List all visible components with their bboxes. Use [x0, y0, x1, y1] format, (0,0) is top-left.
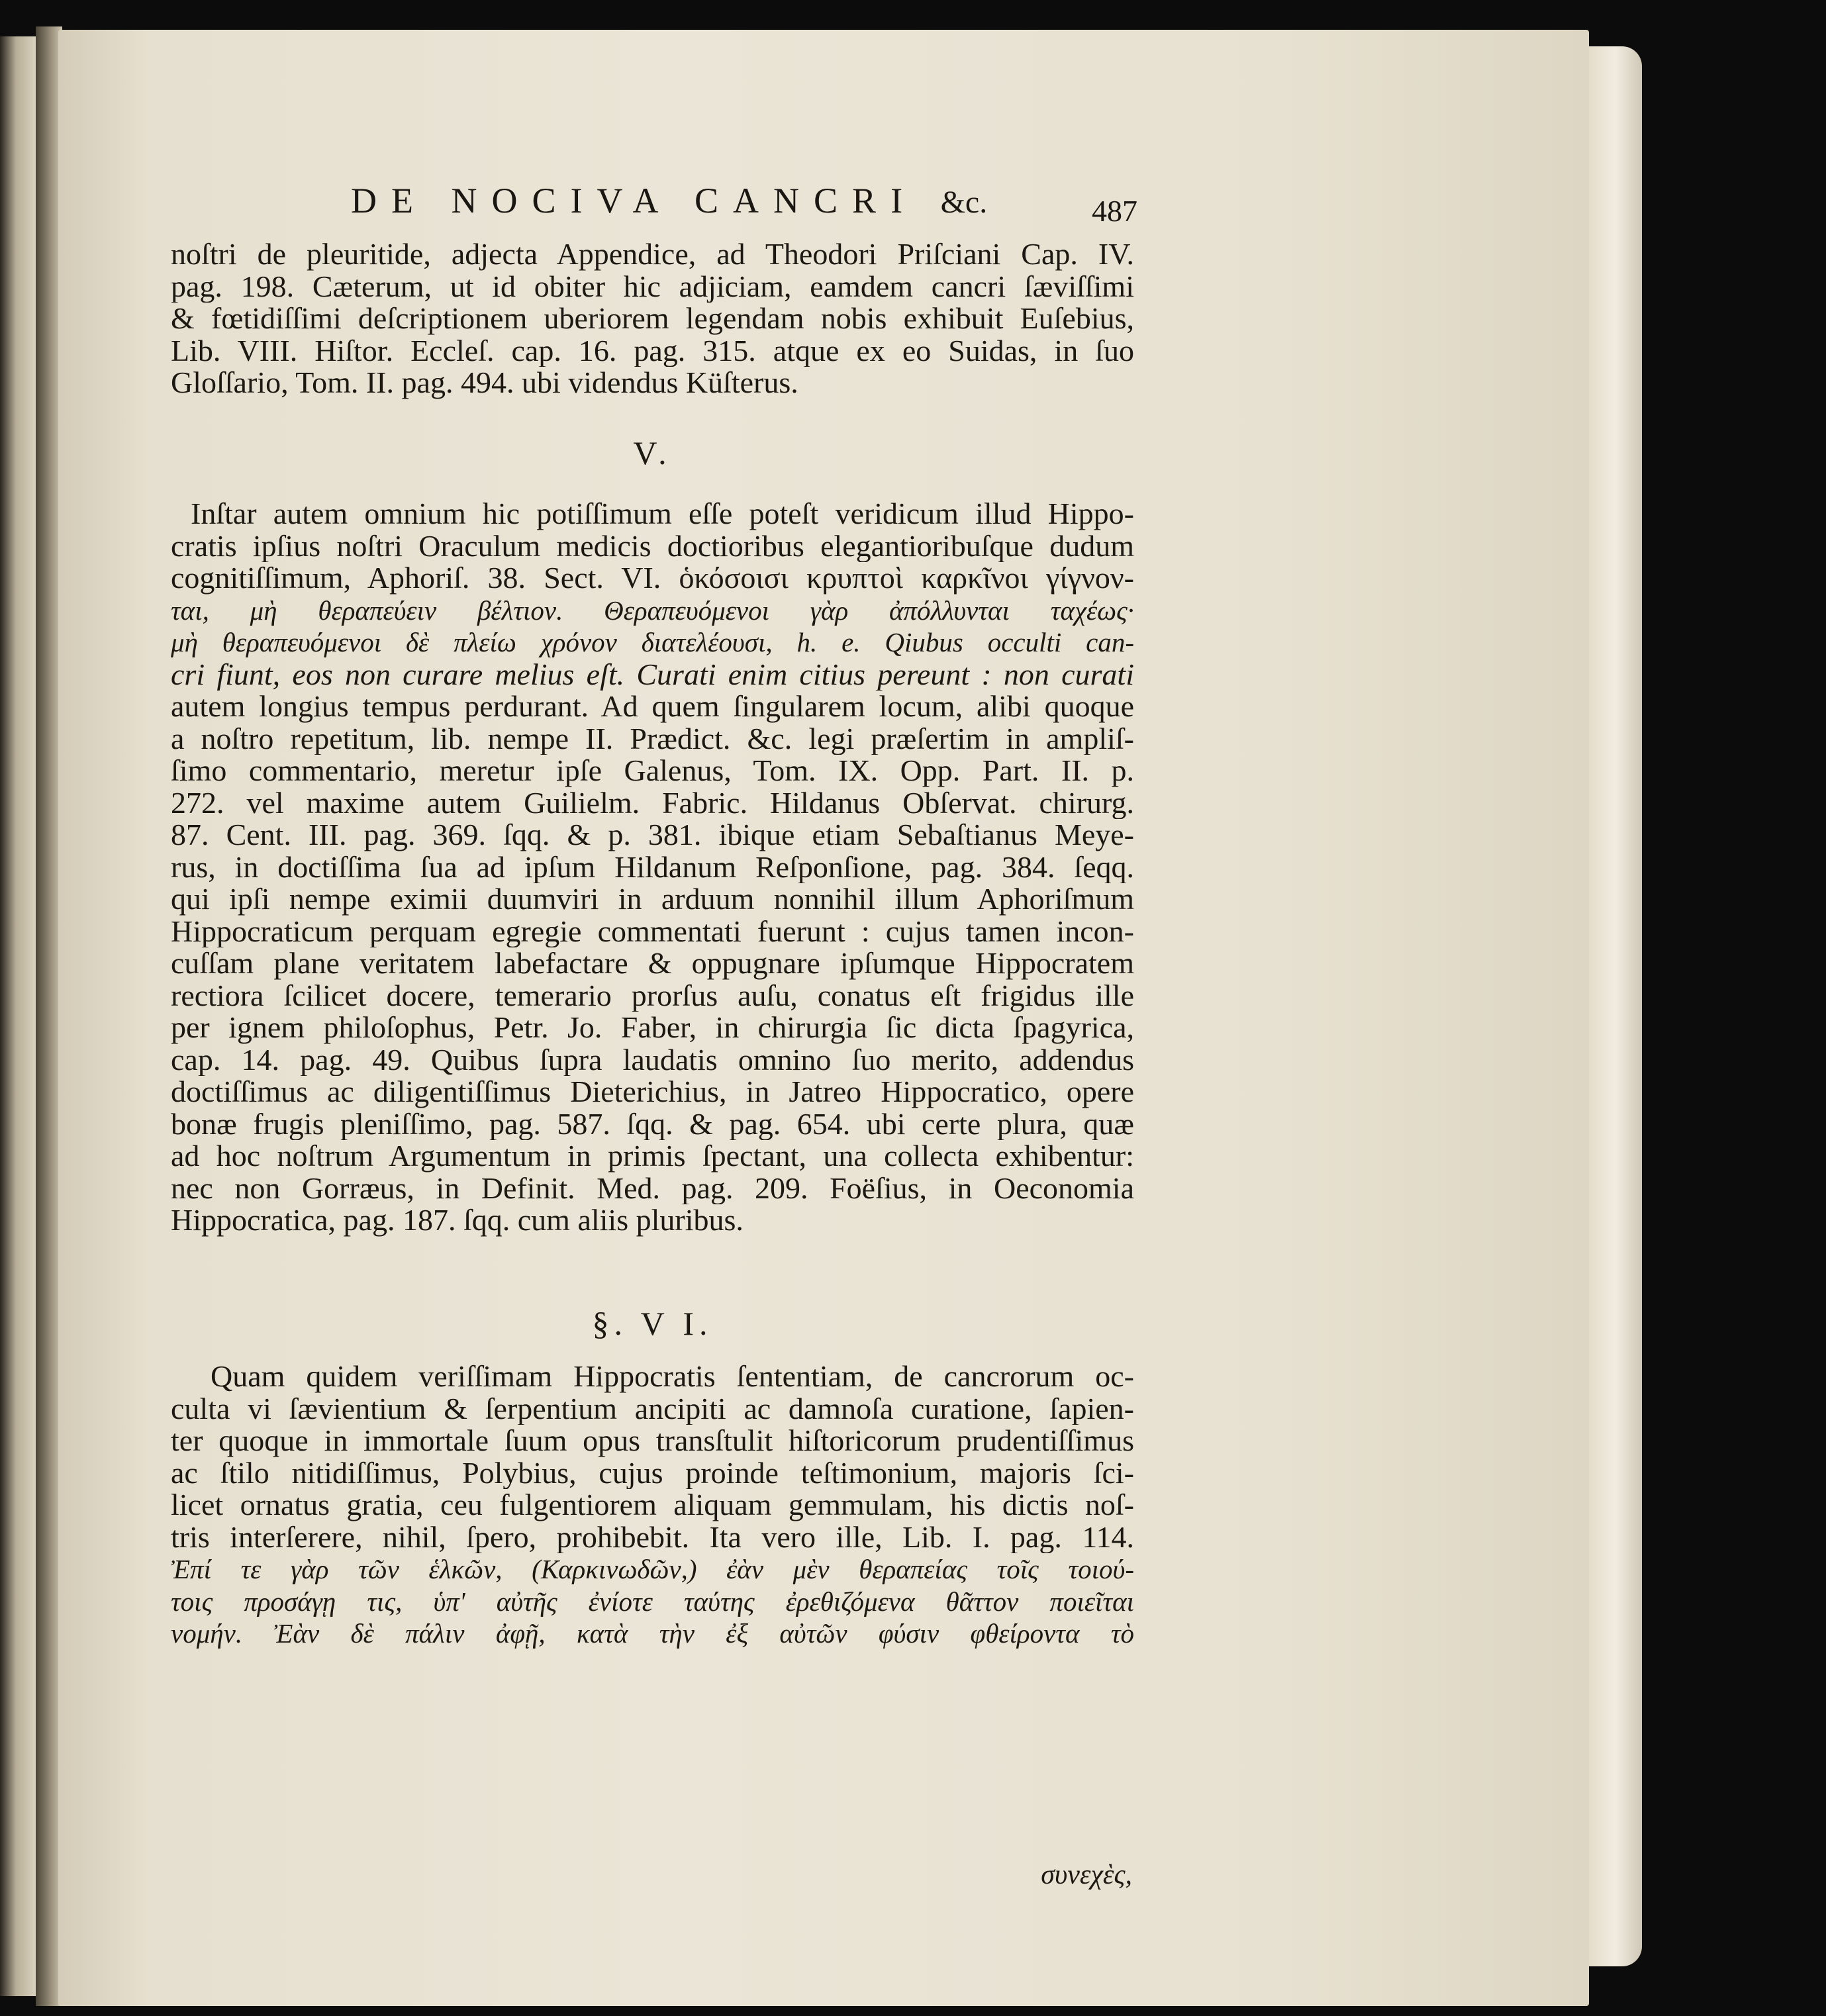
text-line: licet ornatus gratia, ceu fulgentiorem aliquam gemmulam, his dictis noſ-: [171, 1489, 1134, 1521]
text-line: doctiſſimus ac diligentiſſimus Dieterichius, in Jatreo Hippocratico, opere: [171, 1076, 1134, 1108]
text-line: Hippocratica, pag. 187. ſqq. cum aliis pluribus.: [171, 1204, 744, 1237]
greek-text-line: νομήν. Ἐὰν δὲ πάλιν ἀφῇ, κατὰ τὴν ἐξ αὐτῶν φύσιν φθείροντα τὸ: [171, 1618, 1134, 1649]
text-line: cap. 14. pag. 49. Quibus ſupra laudatis omnino ſuo merito, addendus: [171, 1043, 1134, 1076]
text-line: culta vi ſævientium & ſerpentium ancipiti ac damnoſa curatione, ſapien-: [171, 1392, 1134, 1425]
text-line: bonæ frugis pleniſſimo, pag. 587. ſqq. & pag. 654. ubi certe plura, quæ: [171, 1108, 1134, 1140]
text-line: Inſtar autem omnium hic potiſſimum eſſe poteſt veridicum illud Hippo-: [191, 498, 1134, 530]
italic-text-line: cri fiunt, eos non curare melius eſt. Curati enim citius pereunt : non curati: [171, 658, 1134, 691]
page-number: 487: [1092, 194, 1137, 228]
greek-text-line: τοις προσάγῃ τις, ὑπ' αὐτῆς ἐνίοτε ταύτης ἐρεθιζόμενα θᾶττον ποιεῖται: [171, 1586, 1134, 1617]
running-head: [351, 180, 1132, 233]
text-line: rus, in doctiſſima ſua ad ipſum Hildanum Reſponſione, pag. 384. ſeqq.: [171, 851, 1134, 883]
text-line: & fœtidiſſimi deſcriptionem uberiorem legendam nobis exhibuit Euſebius,: [171, 303, 1134, 335]
text-line: ſimo commentario, meretur ipſe Galenus, Tom. IX. Opp. Part. II. p.: [171, 755, 1134, 787]
text-line: nec non Gorræus, in Definit. Med. pag. 209. Foëſius, in Oeconomia: [171, 1172, 1134, 1204]
greek-text-line: μὴ θεραπευόμενοι δὲ πλείω χρόνον διατελέουσι, h. e. Qiubus occulti can-: [171, 627, 1134, 657]
text-line: per ignem philoſophus, Petr. Jo. Faber, in chirurgia ſic dicta ſpagyrica,: [171, 1012, 1134, 1044]
continuation-paragraph: [171, 238, 1134, 399]
text-line: pag. 198. Cæterum, ut id obiter hic adjiciam, eamdem cancri ſæviſſimi: [171, 270, 1134, 303]
greek-text-line: Ἐπί τε γὰρ τῶν ἑλκῶν, (Καρκινωδῶν,) ἐὰν μὲν θεραπείας τοῖς τοιού-: [171, 1554, 1134, 1584]
text-line: rectiora ſcilicet docere, temerario prorſus auſu, conatus eſt frigidus ille: [171, 979, 1134, 1012]
section-v-paragraph: [171, 498, 1134, 1237]
text-line: Lib. VIII. Hiſtor. Eccleſ. cap. 16. pag. 315. atque ex eo Suidas, in ſuo: [171, 334, 1134, 367]
text-line: a noſtro repetitum, lib. nempe II. Prædict. &c. legi præſertim in ampliſ-: [171, 722, 1134, 755]
text-line: noſtri de pleuritide, adjecta Appendice, ad Theodori Priſciani Cap. IV.: [171, 238, 1134, 271]
section-heading-vi: §. V I.: [592, 1305, 713, 1342]
text-line: cuſſam plane veritatem labefactare & oppugnare ipſumque Hippocratem: [171, 947, 1134, 980]
text-line: 87. Cent. III. pag. 369. ſqq. & p. 381. ibique etiam Sebaſtianus Meye-: [171, 819, 1134, 851]
cover-edge: [1589, 46, 1642, 1966]
text-line: Hippocraticum perquam egregie commentati fuerunt : cujus tamen incon-: [171, 915, 1134, 947]
text-line: ter quoque in immortale ſuum opus transſtulit hiſtoricorum prudentiſſimus: [171, 1425, 1134, 1457]
left-page-edge: [0, 36, 36, 1996]
text-line: cratis ipſius noſtri Oraculum medicis doctioribus elegantioribuſque dudum: [171, 530, 1134, 562]
section-vi-paragraph: [171, 1361, 1134, 1650]
section-heading-v: V.: [633, 434, 672, 471]
text-line: autem longius tempus perdurant. Ad quem ſingularem locum, alibi quoque: [171, 691, 1134, 723]
running-head-title: DE NOCIVA CANCRI: [351, 181, 918, 220]
text-line: cognitiſſimum, Aphoriſ. 38. Sect. VI. ὁκόσοισι κρυπτοὶ καρκῖνοι γίγνον-: [171, 562, 1134, 595]
text-line: 272. vel maxime autem Guilielm. Fabric. Hildanus Obſervat. chirurg.: [171, 787, 1134, 819]
text-line: Gloſſario, Tom. II. pag. 494. ubi videndus Küſterus.: [171, 367, 798, 399]
catchword: συνεχὲς,: [1041, 1860, 1132, 1890]
text-line: tris interſerere, nihil, ſpero, prohibebit. Ita vero ille, Lib. I. pag. 114.: [171, 1521, 1134, 1553]
text-line: qui ipſi nempe eximii duumviri in arduum nonnihil illum Aphoriſmum: [171, 883, 1134, 916]
text-line: ad hoc noſtrum Argumentum in primis ſpectant, una collecta exhibentur:: [171, 1140, 1134, 1173]
text-line: ac ſtilo nitidiſſimus, Polybius, cujus proinde teſtimonium, majoris ſci-: [171, 1457, 1134, 1489]
text-line: Quam quidem veriſſimam Hippocratis ſententiam, de cancrorum oc-: [211, 1361, 1134, 1393]
greek-text-line: ται, μὴ θεραπεύειν βέλτιον. Θεραπευόμενοι γὰρ ἀπόλλυνται ταχέως·: [171, 595, 1134, 626]
running-head-suffix: &c.: [940, 185, 988, 220]
